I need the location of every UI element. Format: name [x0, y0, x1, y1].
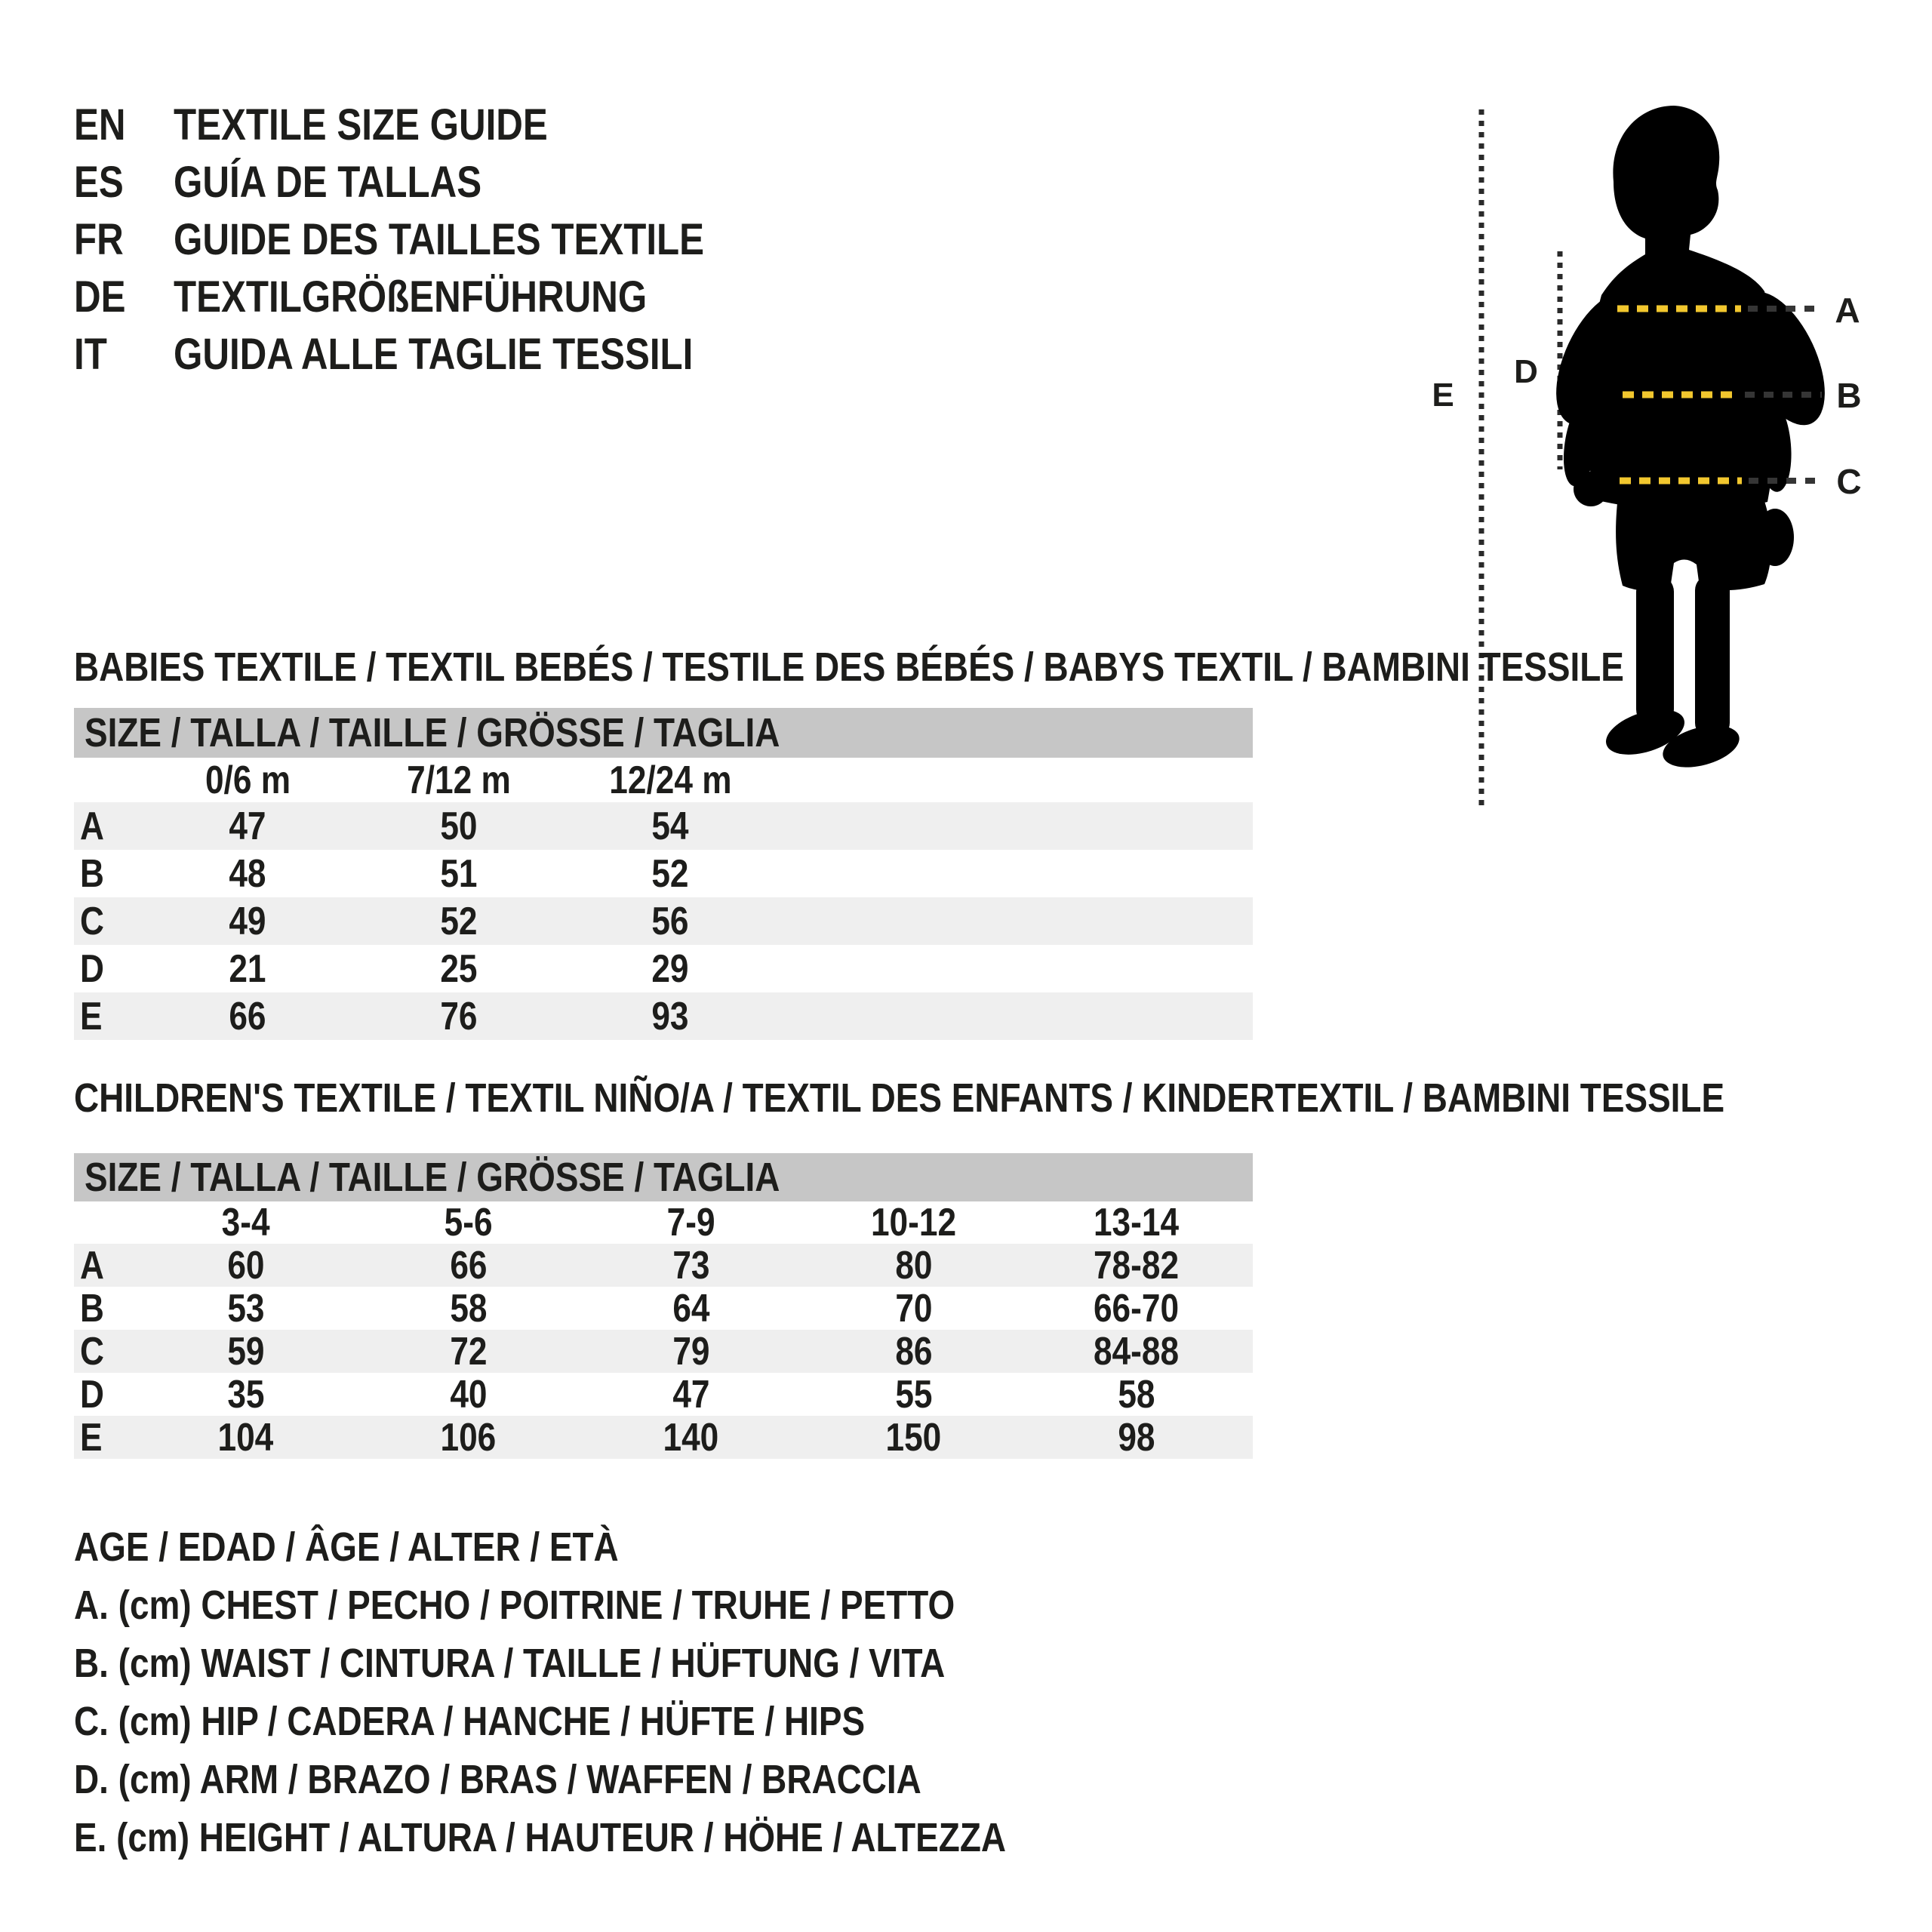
table-cell: 64	[672, 1286, 710, 1331]
table-cell: 104	[217, 1415, 274, 1460]
table-cell: 150	[885, 1415, 942, 1460]
marker-label-c: C	[1836, 462, 1862, 501]
children-column-header: 7-9	[666, 1201, 715, 1244]
lang-code-en: EN	[74, 100, 126, 149]
table-cell: 66-70	[1093, 1286, 1180, 1331]
language-title-block	[0, 0, 906, 392]
table-cell: 49	[229, 899, 266, 943]
table-cell: 47	[672, 1372, 710, 1417]
marker-label-e: E	[1432, 377, 1454, 414]
lang-title-fr: GUIDE DES TAILLES TEXTILE	[174, 214, 705, 264]
table-cell: 56	[651, 899, 689, 943]
children-column-header: 10-12	[870, 1201, 957, 1244]
babies-table-row-b	[74, 850, 1253, 897]
row-label: C	[80, 1329, 104, 1374]
row-label: A	[80, 804, 104, 848]
marker-label-b: B	[1836, 376, 1862, 415]
table-cell: 59	[226, 1329, 265, 1374]
table-cell: 52	[440, 899, 478, 943]
table-cell: 47	[229, 804, 266, 848]
table-cell: 54	[651, 804, 689, 848]
babies-column-header: 7/12 m	[407, 758, 511, 802]
lang-title-es: GUÍA DE TALLAS	[174, 157, 482, 207]
lang-code-it: IT	[74, 329, 107, 379]
babies-table-row-e	[74, 992, 1253, 1040]
row-label: A	[80, 1243, 104, 1287]
marker-label-a: A	[1835, 291, 1860, 330]
language-row-de	[74, 272, 829, 321]
legend-line-hip: C. (cm) HIP / CADERA / HANCHE / HÜFTE / HIPS	[74, 1699, 866, 1744]
lang-title-en: TEXTILE SIZE GUIDE	[174, 100, 548, 149]
children-table-row-c	[74, 1330, 1253, 1373]
table-cell: 40	[449, 1372, 488, 1417]
table-cell: 29	[651, 946, 689, 991]
table-cell: 58	[1117, 1372, 1155, 1417]
language-row-it	[74, 329, 829, 379]
babies-section-heading: BABIES TEXTILE / TEXTIL BEBÉS / TESTILE DES BÉBÉS / BABYS TEXTIL / BAMBINI TESSILE	[74, 645, 1624, 690]
table-cell: 76	[440, 994, 478, 1038]
table-cell: 58	[449, 1286, 488, 1331]
table-cell: 98	[1117, 1415, 1155, 1460]
table-cell: 25	[440, 946, 478, 991]
children-column-header: 5-6	[444, 1201, 493, 1244]
table-cell: 66	[449, 1243, 488, 1287]
table-cell: 72	[449, 1329, 488, 1374]
children-column-header-row	[74, 1201, 1253, 1244]
legend-line-chest: A. (cm) CHEST / PECHO / POITRINE / TRUHE / PETTO	[74, 1583, 955, 1628]
row-label: E	[80, 994, 103, 1038]
table-cell: 48	[229, 851, 266, 896]
table-cell: 35	[226, 1372, 265, 1417]
children-table-row-a	[74, 1244, 1253, 1287]
babies-size-header-bar: SIZE / TALLA / TAILLE / GRÖSSE / TAGLIA	[74, 708, 1253, 758]
row-label: D	[80, 1372, 104, 1417]
children-section-heading: CHILDREN'S TEXTILE / TEXTIL NIÑO/A / TEXTIL DES ENFANTS / KINDERTEXTIL / BAMBINI TESSILE	[74, 1075, 1725, 1121]
legend-line-age: AGE / EDAD / ÂGE / ALTER / ETÀ	[74, 1524, 619, 1570]
babies-column-header: 0/6 m	[205, 758, 291, 802]
lang-title-it: GUIDA ALLE TAGLIE TESSILI	[174, 329, 694, 379]
measurement-figure	[1419, 60, 1932, 830]
children-size-table	[74, 1153, 1253, 1459]
row-label: D	[80, 946, 104, 991]
table-cell: 80	[894, 1243, 933, 1287]
table-cell: 140	[663, 1415, 719, 1460]
legend-line-height: E. (cm) HEIGHT / ALTURA / HAUTEUR / HÖHE / ALTEZZA	[74, 1815, 1007, 1860]
table-cell: 106	[440, 1415, 497, 1460]
row-label: C	[80, 899, 104, 943]
table-cell: 66	[229, 994, 266, 1038]
language-row-en	[74, 100, 829, 149]
children-column-header: 3-4	[221, 1201, 270, 1244]
lang-code-de: DE	[74, 272, 126, 321]
babies-table-row-c	[74, 897, 1253, 945]
children-table-row-b	[74, 1287, 1253, 1330]
row-label: B	[80, 851, 104, 896]
babies-table-row-a	[74, 802, 1253, 850]
children-size-header-bar: SIZE / TALLA / TAILLE / GRÖSSE / TAGLIA	[74, 1153, 1253, 1201]
babies-size-table	[74, 708, 1253, 1040]
table-cell: 84-88	[1093, 1329, 1180, 1374]
language-row-es	[74, 157, 829, 207]
table-cell: 50	[440, 804, 478, 848]
legend-line-arm: D. (cm) ARM / BRAZO / BRAS / WAFFEN / BRACCIA	[74, 1757, 921, 1802]
babies-column-header: 12/24 m	[608, 758, 732, 802]
table-cell: 86	[894, 1329, 933, 1374]
children-column-header: 13-14	[1093, 1201, 1180, 1244]
legend-line-waist: B. (cm) WAIST / CINTURA / TAILLE / HÜFTUNG / VITA	[74, 1641, 946, 1686]
table-cell: 70	[894, 1286, 933, 1331]
children-table-row-e	[74, 1416, 1253, 1459]
table-cell: 93	[651, 994, 689, 1038]
language-row-fr	[74, 214, 829, 264]
table-cell: 78-82	[1093, 1243, 1180, 1287]
babies-table-row-d	[74, 945, 1253, 992]
table-cell: 79	[672, 1329, 710, 1374]
marker-label-d: D	[1514, 353, 1538, 390]
babies-column-header-row	[74, 758, 1253, 802]
table-cell: 55	[894, 1372, 933, 1417]
lang-code-es: ES	[74, 157, 124, 207]
table-cell: 53	[226, 1286, 265, 1331]
table-cell: 60	[226, 1243, 265, 1287]
table-cell: 52	[651, 851, 689, 896]
row-label: E	[80, 1415, 103, 1460]
lang-code-fr: FR	[74, 214, 124, 264]
table-cell: 73	[672, 1243, 710, 1287]
lang-title-de: TEXTILGRÖßENFÜHRUNG	[174, 272, 648, 321]
measurement-legend	[0, 1502, 1208, 1894]
children-table-row-d	[74, 1373, 1253, 1416]
table-cell: 51	[440, 851, 478, 896]
row-label: B	[80, 1286, 104, 1331]
table-cell: 21	[229, 946, 266, 991]
